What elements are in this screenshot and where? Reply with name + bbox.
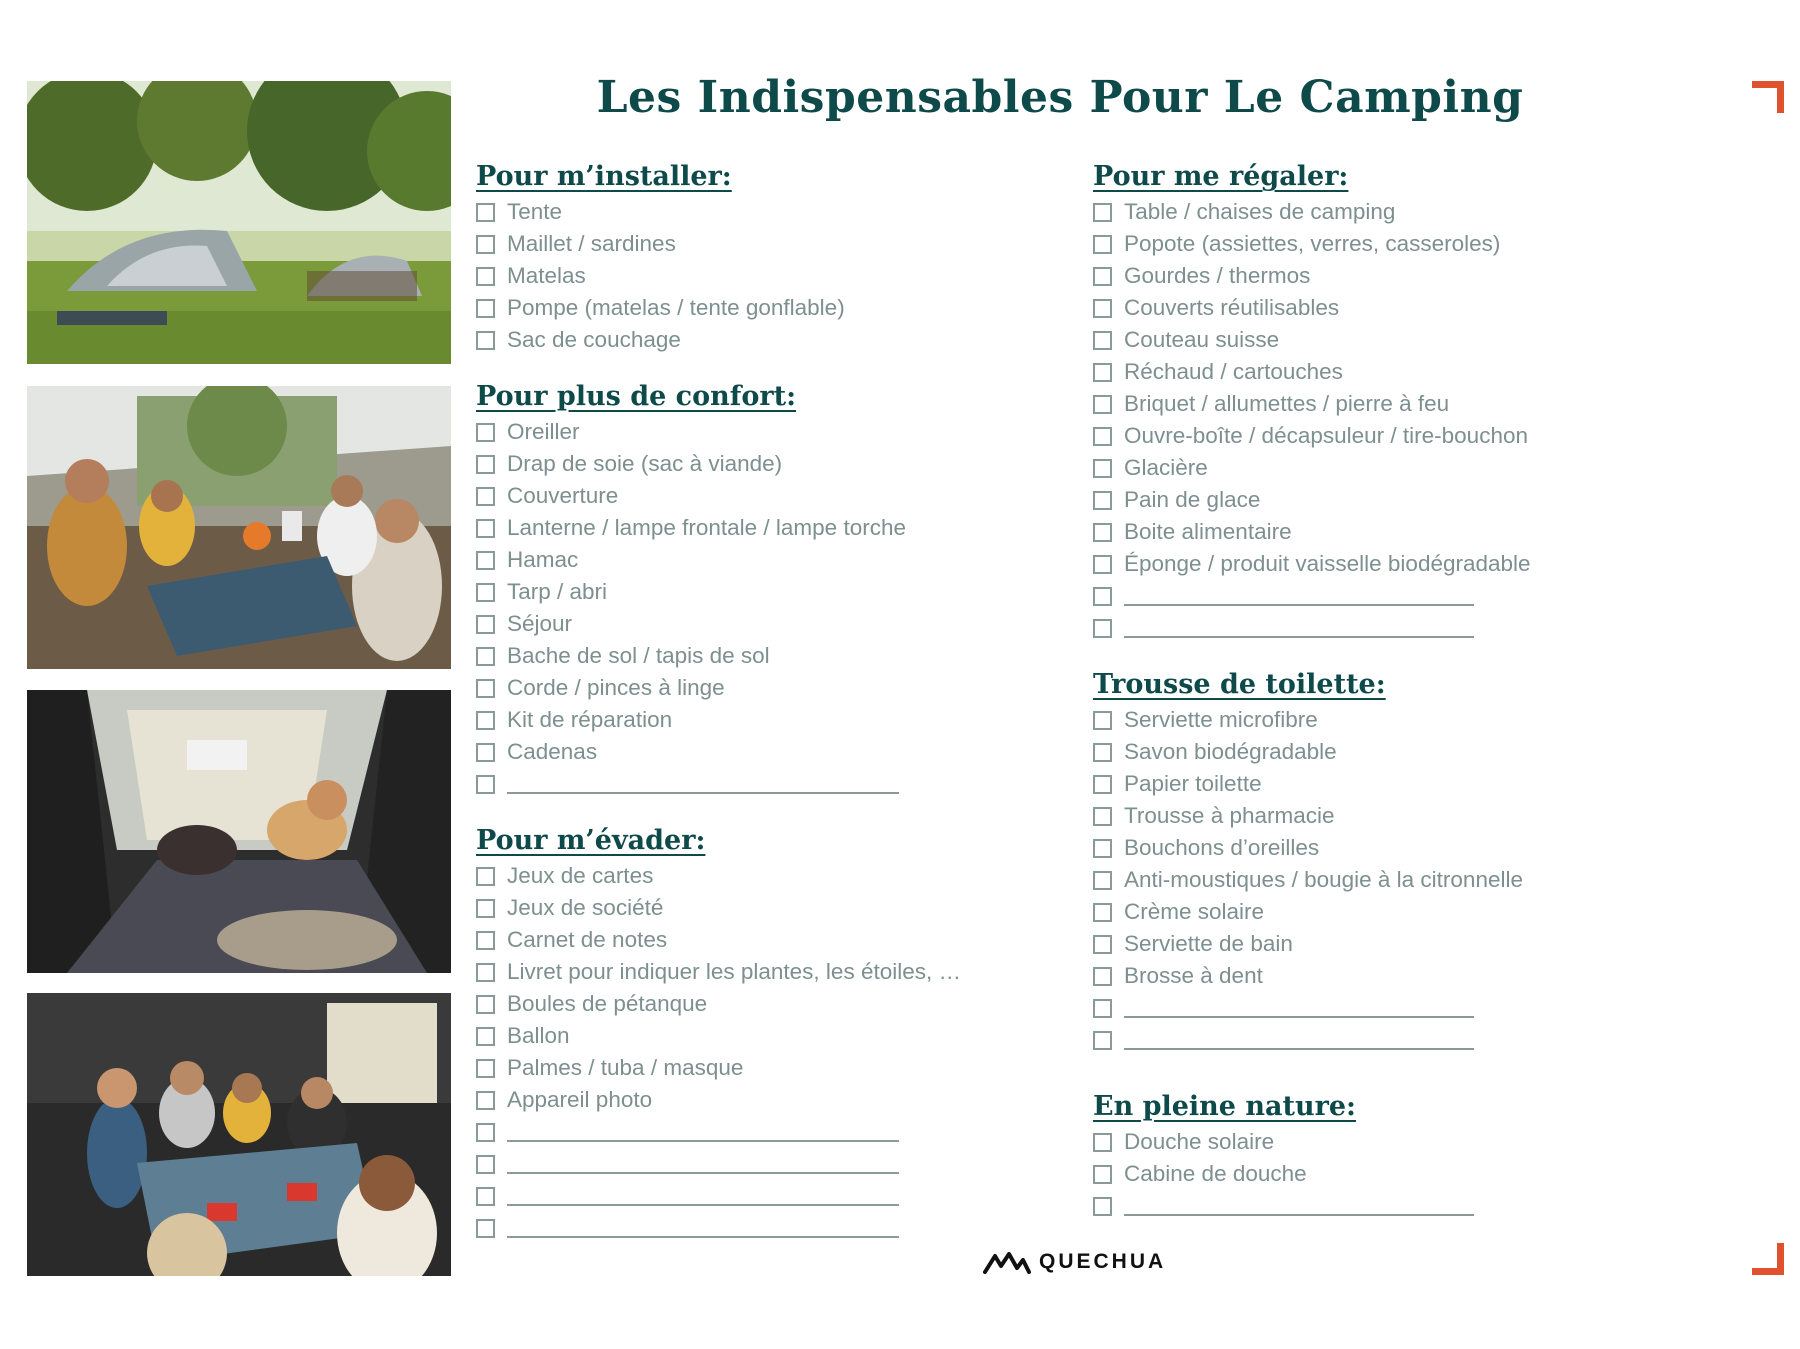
item-label: Serviette de bain [1124, 931, 1293, 956]
checkbox[interactable] [1093, 807, 1112, 826]
checkbox[interactable] [1093, 331, 1112, 350]
checklist-item[interactable] [1093, 228, 1693, 260]
corner-mark-bottom [1752, 1243, 1784, 1275]
checklist-item[interactable] [476, 608, 1036, 640]
item-label: Réchaud / cartouches [1124, 359, 1343, 384]
brand-footer [983, 1250, 1166, 1274]
item-label: Sac de couchage [507, 327, 681, 352]
checkbox[interactable] [476, 931, 495, 950]
checklist-item[interactable] [476, 860, 1036, 892]
item-label: Appareil photo [507, 1087, 653, 1112]
item-label: Tarp / abri [507, 579, 608, 604]
checklist-item-blank[interactable] [476, 1116, 1036, 1148]
checklist-item[interactable] [1093, 800, 1693, 832]
item-label: Papier toilette [1124, 771, 1262, 796]
checklist-item[interactable] [476, 260, 1036, 292]
checkbox[interactable] [476, 1155, 495, 1174]
checklist-item[interactable] [1093, 864, 1693, 896]
section-nature [1093, 1090, 1693, 1222]
item-label: Tente [507, 199, 563, 224]
checkbox[interactable] [1093, 871, 1112, 890]
item-label: Boite alimentaire [1124, 519, 1292, 544]
item-label: Drap de soie (sac à viande) [507, 451, 783, 476]
item-label: Lanterne / lampe frontale / lampe torche [507, 515, 906, 540]
blank-write-in-line[interactable] [1124, 998, 1474, 1018]
checklist-item[interactable] [1093, 928, 1693, 960]
checklist-item[interactable] [476, 988, 1036, 1020]
item-label: Pain de glace [1124, 487, 1261, 512]
checkbox[interactable] [476, 775, 495, 794]
checklist-item[interactable] [476, 196, 1036, 228]
checkbox[interactable] [476, 551, 495, 570]
checkbox[interactable] [476, 1187, 495, 1206]
item-label: Boules de pétanque [507, 991, 708, 1016]
checklist-item[interactable] [476, 480, 1036, 512]
checkbox[interactable] [1093, 203, 1112, 222]
checklist-item[interactable] [1093, 1126, 1693, 1158]
blank-write-in-line[interactable] [1124, 1030, 1474, 1050]
checkbox[interactable] [1093, 935, 1112, 954]
item-label: Savon biodégradable [1124, 739, 1337, 764]
item-label: Ballon [507, 1023, 570, 1048]
checklist-item-blank[interactable] [476, 768, 1036, 800]
checklist-item[interactable] [1093, 356, 1693, 388]
checkbox[interactable] [1093, 619, 1112, 638]
checkbox[interactable] [476, 203, 495, 222]
item-label: Couverture [507, 483, 619, 508]
checklist-item[interactable] [1093, 196, 1693, 228]
blank-write-in-line[interactable] [1124, 1196, 1474, 1216]
checkbox[interactable] [1093, 1133, 1112, 1152]
checkbox[interactable] [476, 995, 495, 1014]
checklist-item[interactable] [476, 892, 1036, 924]
checkbox[interactable] [1093, 395, 1112, 414]
item-label: Cabine de douche [1124, 1161, 1307, 1186]
checkbox[interactable] [1093, 363, 1112, 382]
checklist-item[interactable] [1093, 768, 1693, 800]
checkbox[interactable] [1093, 267, 1112, 286]
checkbox[interactable] [1093, 523, 1112, 542]
checklist-item[interactable] [476, 956, 1036, 988]
checkbox[interactable] [1093, 775, 1112, 794]
checklist-item[interactable] [476, 324, 1036, 356]
checkbox[interactable] [476, 583, 495, 602]
checklist-item[interactable] [1093, 324, 1693, 356]
section-confort [476, 380, 1036, 800]
checklist-item[interactable] [476, 416, 1036, 448]
checkbox[interactable] [1093, 1165, 1112, 1184]
photo-campsite-tents [27, 81, 451, 364]
item-label: Palmes / tuba / masque [507, 1055, 744, 1080]
checkbox[interactable] [476, 519, 495, 538]
checklist-item[interactable] [476, 736, 1036, 768]
checklist-item[interactable] [1093, 736, 1693, 768]
checkbox[interactable] [1093, 459, 1112, 478]
checkbox[interactable] [476, 235, 495, 254]
item-label: Anti-moustiques / bougie à la citronnelle [1124, 867, 1523, 892]
section-heading: Pour plus de confort: [476, 381, 797, 412]
item-label: Serviette microfibre [1124, 707, 1318, 732]
checklist-item[interactable] [1093, 292, 1693, 324]
checkbox[interactable] [1093, 967, 1112, 986]
checkbox[interactable] [476, 299, 495, 318]
checklist-item[interactable] [1093, 516, 1693, 548]
checkbox[interactable] [476, 743, 495, 762]
checkbox[interactable] [476, 1059, 495, 1078]
item-label: Couteau suisse [1124, 327, 1280, 352]
section-regaler [1093, 160, 1693, 644]
page-title: Les Indispensables Pour Le Camping [596, 72, 1524, 123]
checklist-item[interactable] [1093, 704, 1693, 736]
section-toilette [1093, 668, 1693, 1056]
checklist-item[interactable] [1093, 896, 1693, 928]
checklist-item-blank[interactable] [1093, 612, 1693, 644]
item-label: Table / chaises de camping [1124, 199, 1396, 224]
checkbox[interactable] [1093, 491, 1112, 510]
checkbox[interactable] [476, 331, 495, 350]
checkbox[interactable] [476, 455, 495, 474]
checkbox[interactable] [476, 487, 495, 506]
photo-family-card-game [27, 993, 451, 1276]
item-label: Glacière [1124, 455, 1208, 480]
brand-name: QUECHUA [1039, 1250, 1167, 1273]
item-label: Ouvre-boîte / décapsuleur / tire-bouchon [1124, 423, 1528, 448]
checklist-item-blank[interactable] [476, 1212, 1036, 1244]
section-heading: Pour m’évader: [476, 825, 706, 856]
section-evader [476, 824, 1036, 1244]
checklist-item[interactable] [476, 448, 1036, 480]
item-label: Douche solaire [1124, 1129, 1275, 1154]
section-heading: En pleine nature: [1093, 1091, 1356, 1122]
item-label: Jeux de société [507, 895, 664, 920]
blank-write-in-line[interactable] [507, 1218, 899, 1238]
item-label: Bouchons d’oreilles [1124, 835, 1320, 860]
checkbox[interactable] [1093, 743, 1112, 762]
blank-write-in-line[interactable] [507, 1186, 899, 1206]
checkbox[interactable] [1093, 587, 1112, 606]
checklist-item[interactable] [1093, 420, 1693, 452]
checklist-item[interactable] [1093, 960, 1693, 992]
blank-write-in-line[interactable] [507, 774, 899, 794]
checklist-item-blank[interactable] [1093, 1190, 1693, 1222]
checkbox[interactable] [476, 615, 495, 634]
checkbox[interactable] [476, 679, 495, 698]
checklist-item[interactable] [476, 640, 1036, 672]
checklist-item-blank[interactable] [1093, 1024, 1693, 1056]
checklist-item[interactable] [476, 228, 1036, 260]
checklist-item[interactable] [1093, 260, 1693, 292]
item-label: Popote (assiettes, verres, casseroles) [1124, 231, 1501, 256]
item-label: Oreiller [507, 419, 580, 444]
section-installer [476, 160, 1036, 356]
checkbox[interactable] [1093, 1197, 1112, 1216]
item-label: Matelas [507, 263, 586, 288]
item-label: Corde / pinces à linge [507, 675, 725, 700]
checkbox[interactable] [1093, 555, 1112, 574]
checklist-item[interactable] [476, 924, 1036, 956]
checklist-left-column [476, 160, 1036, 1244]
blank-write-in-line[interactable] [507, 1122, 899, 1142]
checklist-item-blank[interactable] [1093, 992, 1693, 1024]
checklist-item[interactable] [476, 512, 1036, 544]
checkbox[interactable] [476, 1091, 495, 1110]
item-label: Livret pour indiquer les plantes, les étoiles, … [507, 959, 961, 984]
blank-write-in-line[interactable] [1124, 618, 1474, 638]
item-label: Couverts réutilisables [1124, 295, 1340, 320]
checkbox[interactable] [476, 711, 495, 730]
checkbox[interactable] [1093, 235, 1112, 254]
item-label: Cadenas [507, 739, 598, 764]
checklist-item-blank[interactable] [1093, 580, 1693, 612]
item-label: Jeux de cartes [507, 863, 654, 888]
item-label: Maillet / sardines [507, 231, 676, 256]
item-label: Kit de réparation [507, 707, 673, 732]
item-label: Hamac [507, 547, 579, 572]
checklist-item[interactable] [476, 292, 1036, 324]
checklist-item[interactable] [1093, 484, 1693, 516]
checkbox[interactable] [476, 899, 495, 918]
section-heading: Pour m’installer: [476, 161, 732, 192]
checkbox[interactable] [476, 1123, 495, 1142]
corner-mark-top [1752, 81, 1784, 113]
item-label: Gourdes / thermos [1124, 263, 1311, 288]
item-label: Pompe (matelas / tente gonflable) [507, 295, 845, 320]
checkbox[interactable] [1093, 299, 1112, 318]
item-label: Carnet de notes [507, 927, 668, 952]
item-label: Éponge / produit vaisselle biodégradable [1124, 551, 1531, 576]
checklist-item[interactable] [476, 672, 1036, 704]
checkbox[interactable] [476, 1219, 495, 1238]
checkbox[interactable] [476, 867, 495, 886]
checkbox[interactable] [1093, 903, 1112, 922]
checklist-item-blank[interactable] [476, 1180, 1036, 1212]
quechua-logo-icon [983, 1250, 1031, 1274]
item-label: Brosse à dent [1124, 963, 1263, 988]
item-label: Crème solaire [1124, 899, 1265, 924]
checklist-item[interactable] [1093, 452, 1693, 484]
checklist-item-blank[interactable] [476, 1148, 1036, 1180]
checkbox[interactable] [1093, 1031, 1112, 1050]
checkbox[interactable] [476, 647, 495, 666]
checkbox[interactable] [476, 963, 495, 982]
item-label: Séjour [507, 611, 573, 636]
checklist-item[interactable] [1093, 1158, 1693, 1190]
checklist-right-column [1093, 160, 1693, 1222]
checkbox[interactable] [1093, 427, 1112, 446]
photo-group-meal [27, 386, 451, 669]
checkbox[interactable] [1093, 839, 1112, 858]
checkbox[interactable] [476, 423, 495, 442]
checklist-item[interactable] [476, 576, 1036, 608]
checklist-item[interactable] [476, 1020, 1036, 1052]
checklist-item[interactable] [476, 544, 1036, 576]
blank-write-in-line[interactable] [1124, 586, 1474, 606]
section-heading: Trousse de toilette: [1093, 669, 1386, 700]
checkbox[interactable] [1093, 999, 1112, 1018]
checklist-item[interactable] [1093, 548, 1693, 580]
checkbox[interactable] [476, 1027, 495, 1046]
checklist-item[interactable] [476, 1052, 1036, 1084]
checklist-item[interactable] [1093, 388, 1693, 420]
checkbox[interactable] [476, 267, 495, 286]
checkbox[interactable] [1093, 711, 1112, 730]
item-label: Trousse à pharmacie [1124, 803, 1335, 828]
photo-kids-playing-tent [27, 690, 451, 973]
checklist-item[interactable] [1093, 832, 1693, 864]
item-label: Bache de sol / tapis de sol [507, 643, 770, 668]
section-heading: Pour me régaler: [1093, 161, 1349, 192]
item-label: Briquet / allumettes / pierre à feu [1124, 391, 1450, 416]
blank-write-in-line[interactable] [507, 1154, 899, 1174]
checklist-item[interactable] [476, 704, 1036, 736]
checklist-item[interactable] [476, 1084, 1036, 1116]
